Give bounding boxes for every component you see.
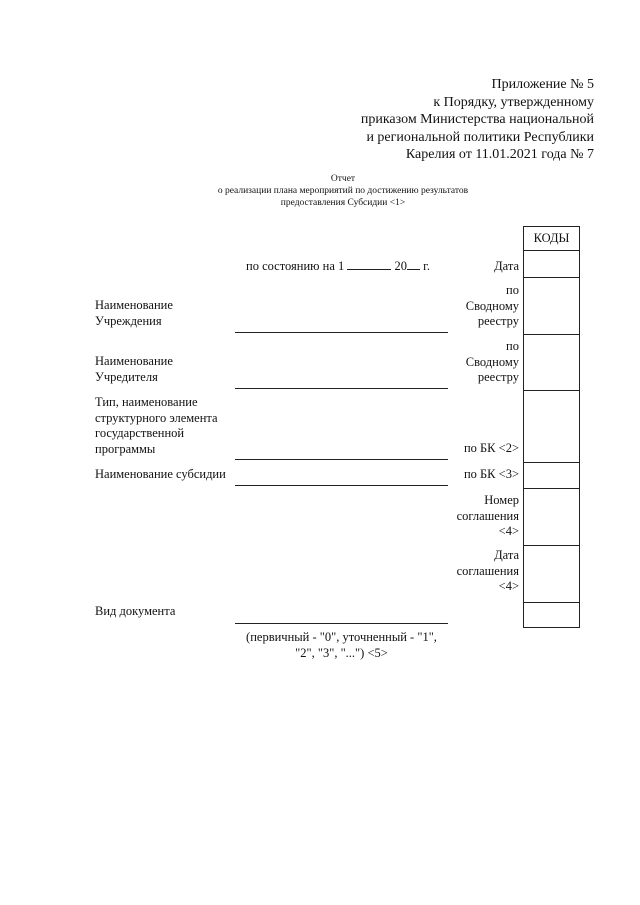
program-label: Тип, наименование структурного элемента государственной программы [95, 395, 218, 456]
program-input-line[interactable] [235, 459, 448, 460]
date-code-label: Дата [494, 259, 519, 273]
report-title [0, 173, 640, 209]
institution-label: Наименование Учреждения [95, 298, 173, 328]
code-cell-founder[interactable] [524, 334, 579, 390]
code-cell-agreement-number[interactable] [524, 488, 579, 545]
appendix-line: Приложение № 5 [491, 77, 594, 92]
status-year-blank[interactable] [407, 269, 420, 270]
subsidy-label: Наименование субсидии [95, 467, 226, 481]
status-suffix: г. [423, 259, 430, 273]
subsidy-input-line[interactable] [235, 485, 448, 486]
status-date-line [246, 259, 430, 275]
status-prefix: по состоянию на 1 [246, 259, 345, 273]
report-title-line: о реализации плана мероприятий по достижению результатов [217, 186, 469, 196]
codes-table [523, 226, 580, 628]
agreement-number-label: Номер соглашения <4> [456, 493, 519, 538]
institution-input-line[interactable] [235, 332, 448, 333]
subsidy-code-label: по БК <3> [463, 467, 519, 481]
code-cell-agreement-date[interactable] [524, 545, 579, 602]
code-cell-program-bk[interactable] [524, 390, 579, 462]
appendix-line: и региональной политики Республики [366, 129, 594, 145]
report-title-line: предоставления Субсидии <1> [280, 198, 406, 208]
doc-type-label: Вид документа [95, 604, 176, 618]
appendix-line: к Порядку, утвержденному [433, 94, 594, 110]
founder-input-line[interactable] [235, 388, 448, 389]
doc-type-input-line[interactable] [235, 623, 448, 624]
code-cell-subsidy-bk[interactable] [524, 462, 579, 488]
status-year-prefix: 20 [394, 259, 407, 273]
doc-type-note: (первичный - "0", уточненный - "1", "2", "3", "...") <5> [246, 630, 437, 660]
appendix-header [361, 76, 594, 164]
program-code-label: по БК <2> [463, 441, 519, 455]
agreement-date-label: Дата соглашения <4> [456, 548, 519, 593]
institution-code-label: по Сводному реестру [465, 283, 519, 328]
appendix-line: приказом Министерства национальной [360, 112, 594, 127]
status-month-blank[interactable] [347, 269, 391, 270]
appendix-line: Карелия от 11.01.2021 года № 7 [405, 147, 594, 162]
founder-label: Наименование Учредителя [95, 354, 173, 384]
codes-header: КОДЫ [533, 231, 570, 245]
code-cell-date[interactable] [524, 250, 579, 277]
founder-code-label: по Сводному реестру [465, 339, 519, 384]
code-cell-institution[interactable] [524, 277, 579, 334]
code-cell-doc-type[interactable] [524, 602, 579, 627]
report-title-line: Отчет [330, 174, 356, 184]
